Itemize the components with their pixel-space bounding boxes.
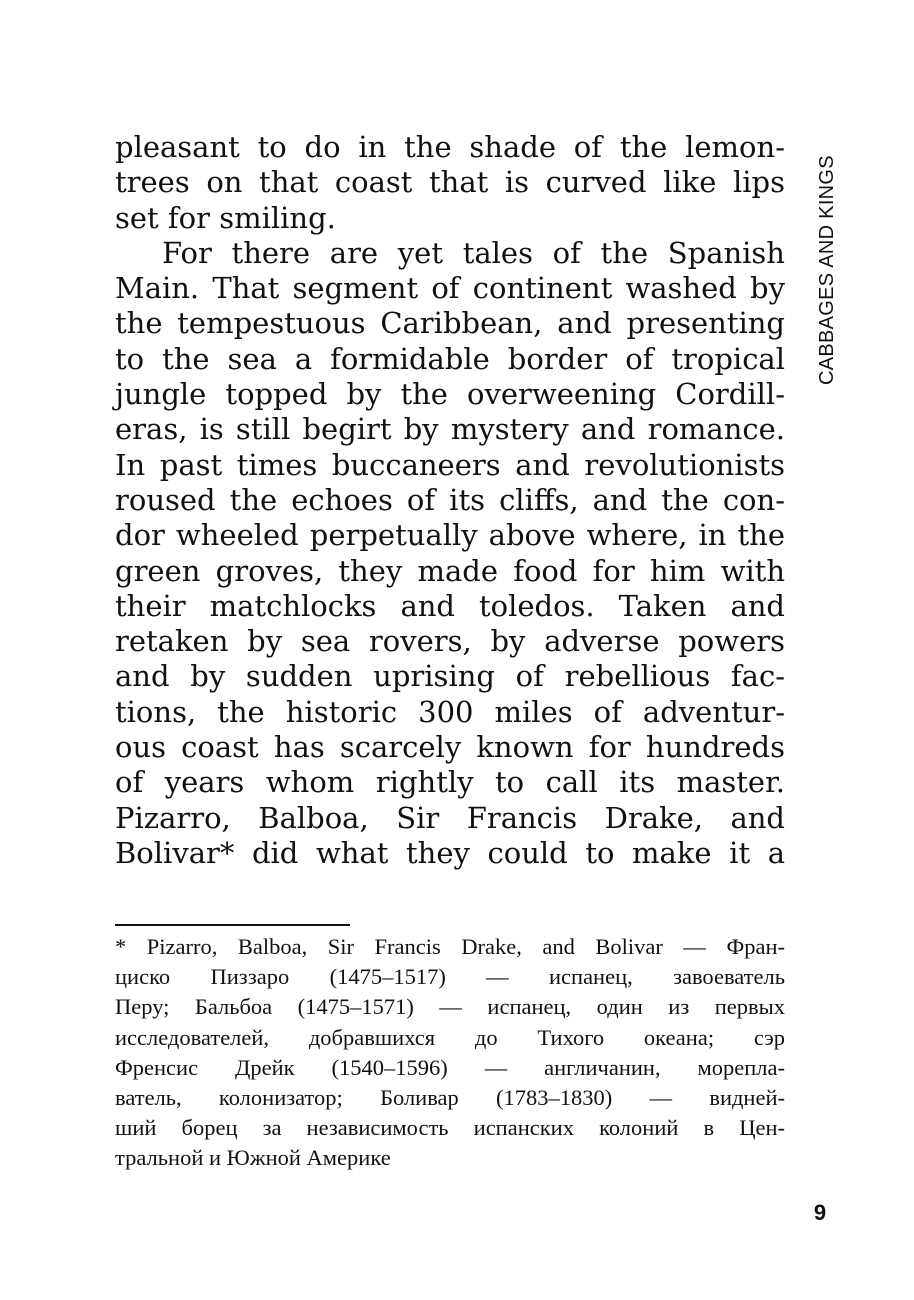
body-line: jungle topped by the overweening Cordill-	[115, 377, 785, 412]
body-line: tions, the historic 300 miles of adventur-	[115, 694, 785, 729]
body-line: dor wheeled perpetually above where, in the	[115, 518, 785, 553]
footnote-line: Френсис Дрейк (1540–1596) — англичанин, морепла-	[115, 1054, 785, 1080]
body-line: roused the echoes of its cliffs, and the con-	[115, 482, 785, 517]
body-line: ous coast has scarcely known for hundreds	[115, 730, 785, 765]
body-line: their matchlocks and toledos. Taken and	[115, 588, 785, 623]
body-line: retaken by sea rovers, by adverse powers	[115, 624, 785, 659]
footnote-line: ший борец за независимость испанских колоний в Цен-	[115, 1115, 785, 1141]
body-text	[115, 130, 785, 871]
body-line: and by sudden uprising of rebellious fac-	[115, 659, 785, 694]
footnote-line: тральной и Южной Америке	[115, 1145, 391, 1171]
footnote-rule	[115, 924, 350, 926]
footnote	[115, 932, 785, 1174]
footnote-line: Перу; Бальбоа (1475–1571) — испанец, один из первых	[115, 994, 785, 1020]
body-line: Main. That segment of continent washed by	[115, 271, 785, 306]
footnote-line: ватель, колонизатор; Боливар (1783–1830) — видней-	[115, 1084, 785, 1110]
body-line: pleasant to do in the shade of the lemon-	[115, 130, 785, 164]
footnote-line: исследователей, добравшихся до Тихого океана; сэр	[115, 1024, 785, 1050]
body-line: In past times buccaneers and revolutionists	[115, 447, 785, 482]
footnote-line: * Pizarro, Balboa, Sir Francis Drake, and Bolivar — Фран-	[115, 934, 785, 959]
body-line: Pizarro, Balboa, Sir Francis Drake, and	[115, 800, 785, 835]
body-line: green groves, they made food for him with	[115, 553, 785, 588]
running-head: CABBAGES AND KINGS	[816, 155, 838, 385]
paragraph-first-line: For there are yet tales of the Spanish	[162, 235, 785, 270]
footnote-line: циско Пиззаро (1475–1517) — испанец, завоеватель	[115, 964, 785, 990]
body-line: trees on that coast that is curved like lips	[115, 165, 785, 200]
page-number: 9	[813, 1200, 827, 1225]
body-line: Bolivar* did what they could to make it a	[115, 835, 785, 870]
body-line: of years whom rightly to call its master.	[115, 765, 785, 800]
body-line: set for smiling.	[115, 200, 336, 235]
body-line: the tempestuous Caribbean, and presenting	[115, 306, 785, 341]
body-line: to the sea a formidable border of tropical	[115, 341, 785, 376]
body-line: eras, is still begirt by mystery and romance.	[115, 412, 785, 447]
